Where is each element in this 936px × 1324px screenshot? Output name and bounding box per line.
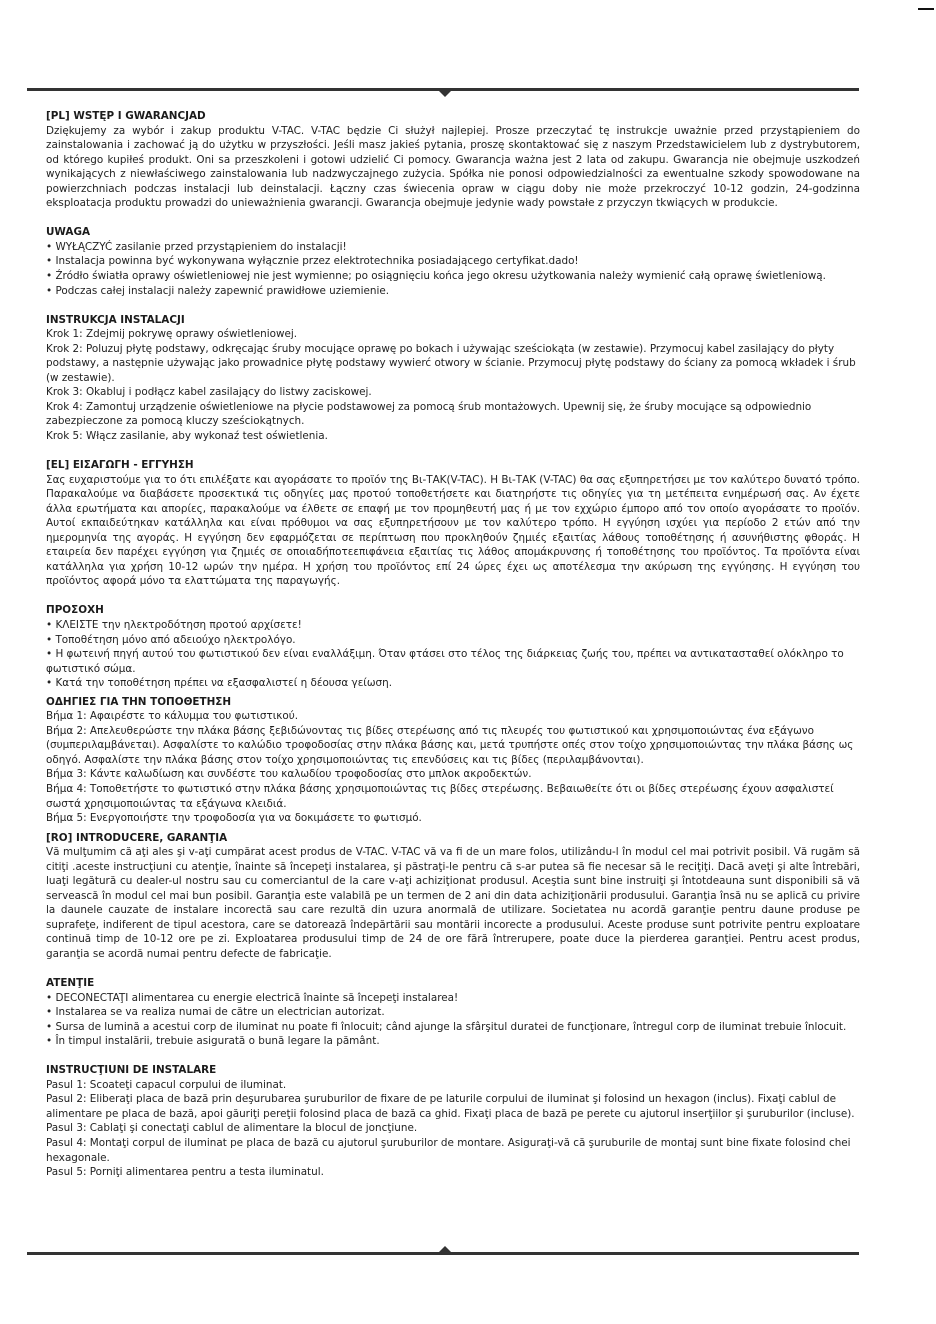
section-ro-installation — [46, 1063, 860, 1179]
section-heading: ATENŢIE — [46, 977, 95, 990]
list-item: • DECONECTAŢI alimentarea cu energie electrică înainte să începeţi instalarea! — [46, 991, 860, 1006]
list-item: • ΚΛΕΙΣΤΕ την ηλεκτροδότηση προτού αρχίσετε! — [46, 618, 860, 633]
step-item: Βήμα 3: Κάντε καλωδίωση και συνδέστε του καλωδίου τροφοδοσίας στο μπλοκ ακροδεκτών. — [46, 768, 532, 781]
list-item: • WYŁĄCZYĆ zasilanie przed przystąpieniem do instalacji! — [46, 240, 860, 255]
section-heading: [PL] WSTĘP I GWARANCJAD — [46, 110, 206, 122]
bottom-divider-notch — [439, 1246, 451, 1252]
section-el-installation — [46, 695, 860, 826]
list-item: • Instalacja powinna być wykonywana wyłącznie przez elektrotechnika posiadającego certyfikat.dado! — [46, 254, 860, 269]
step-item: Krok 4: Zamontuj urządzenie oświetleniowe na płycie podstawowej za pomocą śrub montażowych. Upewnij się, że śruby mocujące są odpowiednio zabezpieczone za pomocą kluczy sześciokątnych. — [46, 400, 812, 428]
step-item: Pasul 3: Cablaţi şi conectaţi cablul de alimentare la blocul de joncţiune. — [46, 1122, 418, 1135]
section-body: Σας ευχαριστούμε για το ότι επιλέξατε και αγοράσατε το προϊόν της Βι-ΤΑΚ(V-TAC). Η Βι-ΤΑΚ (V-TAC) θα σας εξυπηρετήσει με τον καλύτερο δυνατό τρόπο. Παρακαλούμε να διαβάσετε προσεκτικά τις οδηγίες μας προτού τοποθετήσετε και διατηρήστε τις οδηγίες για τη μετέπειτα ενημέρωσή σας. Αν έχετε άλλα ερωτήματα και απορίες, παρακαλούμε να έλθετε σε επαφή με τον προμηθευτή μας ή με τον εχχώριο έμπορο από τον οποίο αγοράσατε το προϊόν. Αυτοί εκπαιδεύτηκαν κατάλληλα και είναι πρόθυμοι να σας εξυπηρετήσουν με τον καλύτερο τρόπο. Η εγγύηση ισχύει για περίοδο 2 ετών από την ημερομηνία της αγοράς. Η εγγύηση δεν εφαρμόζεται σε περίπτωση που προκληθούν ζημιές εξαιτίας λάθους τοποθέτησης ή ασυνήθιστης φθοράς. Η εταιρεία δεν παρέχει εγγύηση για ζημιές σε οποιαδήποτεεπιφάνεια εξαιτίας τις λάθος απομάκρυνσης ή τοποθέτησης του προϊόντος. Τα προϊόντα είναι κατάλληλα για χρήση 10-12 ωρών την ημέρα. Η χρήση του προϊόντος επί 24 ώρες έχει ως αποτέλεσμα την ακύρωση της εγγύησης. Η εγγύηση του προϊόντος αφορά μόνο τα ελαττώματα της παραγωγής. — [46, 473, 860, 588]
section-heading: UWAGA — [46, 226, 91, 239]
section-heading: INSTRUCŢIUNI DE INSTALARE — [46, 1064, 217, 1077]
section-ro-intro — [46, 831, 860, 962]
section-pl-installation — [46, 313, 860, 444]
steps-list — [46, 709, 860, 825]
step-item: Krok 5: Włącz zasilanie, aby wykonaź test oświetlenia. — [46, 429, 328, 442]
step-item: Pasul 2: Eliberaţi placa de bază prin deşurubarea şuruburilor de fixare de pe laturile corpului de iluminat şi folosind un hexagon (inclus). Fixaţi cablul de alimentare pe placa de bază, apoi găuriţi pereţii folosind placa de bază ca ghid. Fixaţi placa de bază pe perete cu ajutorul inserţiilor şi şuruburilor (incluse). — [46, 1093, 855, 1120]
step-item: Krok 1: Zdejmij pokrywę oprawy oświetleniowej. — [46, 328, 298, 341]
list-item: • Instalarea se va realiza numai de către un electrician autorizat. — [46, 1005, 860, 1020]
steps-list — [46, 327, 860, 443]
section-heading: INSTRUKCJA INSTALACJI — [46, 313, 185, 326]
list-item: • Źródło światła oprawy oświetleniowej nie jest wymienne; po osiągnięciu końca jego okresu użytkowania należy wymienić całą oprawę świetleniową. — [46, 269, 860, 284]
steps-list — [46, 1078, 860, 1180]
section-pl-warning — [46, 225, 860, 298]
section-heading: [EL] ΕΙΣΑΓΩΓΗ - ΕΓΓΥΗΣΗ — [46, 458, 194, 471]
step-item: Pasul 5: Porniţi alimentarea pentru a testa iluminatul. — [46, 1166, 324, 1179]
top-divider — [27, 88, 859, 91]
section-el-intro — [46, 458, 860, 589]
step-item: Krok 2: Poluzuj płytę podstawy, odkręcając śruby mocujące oprawę po bokach i używając sześciokąta (w zestawie). Przymocuj kabel zasilający do płyty podstawy, a następnie używając jako prowadnice płytę podstawy wywierć otwory w ścianie. Przymocuj płytę podstawy do ściany za pomocą wkładek i śrub (w zestawie). — [46, 342, 856, 384]
corner-mark — [918, 8, 934, 10]
warning-list — [46, 991, 860, 1049]
list-item: • Τοποθέτηση μόνο από αδειούχο ηλεκτρολόγο. — [46, 633, 860, 648]
step-item: Βήμα 4: Τοποθετήστε το φωτιστικό στην πλάκα βάσης χρησιμοποιώντας τις βίδες στερέωσης. Βεβαιωθείτε ότι οι βίδες στερέωσης έχουν ασφαλιστεί σωστά χρησιμοποιώντας τα εξάγωνα κλειδιά. — [46, 782, 834, 810]
bottom-divider — [27, 1252, 859, 1255]
warning-list — [46, 240, 860, 298]
step-item: Pasul 1: Scoateţi capacul corpului de iluminat. — [46, 1078, 287, 1091]
manual-content — [46, 109, 860, 1180]
list-item: • În timpul instalării, trebuie asigurată o bună legare la pământ. — [46, 1034, 860, 1049]
step-item: Krok 3: Okabluj i podłącz kabel zasilający do listwy zaciskowej. — [46, 386, 372, 399]
step-item: Βήμα 1: Αφαιρέστε το κάλυμμα του φωτιστικού. — [46, 710, 299, 723]
step-item: Pasul 4: Montaţi corpul de iluminat pe placa de bază cu ajutorul şuruburilor de montare. Asiguraţi-vă că şuruburile de montaj sunt bine fixate folosind chei hexagonale. — [46, 1137, 851, 1164]
section-body: Vă mulţumim că aţi ales şi v-aţi cumpărat acest produs de V-TAC. V-TAC vă va fi de un mare folos, utilizându-l în modul cel mai potrivit posibil. Vă rugăm să citiţi .aceste instrucţiuni cu atenţie, înainte să începeţi instalarea, şi păstraţi-le pentru că s-ar putea să fie necesar să le reciţiţi. Dacă aveţi şi alte întrebări, luaţi legătură cu dealer-ul nostru sau cu comerciantul de la care v-aţi achiziţionat produsul. Aceştia sunt bine instruiţi şi întotdeauna sunt disponibili să vă servească în modul cel mai bun posibil. Garanţia este valabilă pe un termen de 2 ani din data achiziţionării produsului. Garanţia însă nu se aplică cu privire la daunele cauzate de instalare incorectă sau care rezultă din uzura anormală de utilizare. Societatea nu acordă garanţie pentru daune produse pe suprafeţe, indiferent de tipul acestora, care se datorează îndepărtării sau montării incorecte a produsului. Aceste produse sunt potrivite pentru exploatare continuă timp de 10-12 ore pe zi. Exploatarea produsului timp de 24 de ore fără întrerupere, poate duce la pierderea garanţiei. Pentru acest produs, garanţia se acordă numai pentru defecte de fabricaţie. — [46, 846, 860, 960]
section-heading: ΟΔΗΓΙΕΣ ΓΙΑ ΤΗΝ ΤΟΠΟΘΕΤΗΣΗ — [46, 695, 232, 708]
section-pl-intro — [46, 109, 860, 211]
list-item: • Κατά την τοποθέτηση πρέπει να εξασφαλιστεί η δέουσα γείωση. — [46, 676, 860, 691]
list-item: • Podczas całej instalacji należy zapewnić prawidłowe uziemienie. — [46, 284, 860, 299]
step-item: Βήμα 5: Ενεργοποιήστε την τροφοδοσία για να δοκιμάσετε το φωτισμό. — [46, 812, 422, 825]
list-item: • Sursa de lumină a acestui corp de iluminat nu poate fi înlocuit; când ajunge la sfârşitul duratei de funcţionare, întregul corp de iluminat trebuie înlocuit. — [46, 1020, 860, 1035]
top-divider-notch — [439, 91, 451, 97]
section-body: Dziękujemy za wybór i zakup produktu V-TAC. V-TAC będzie Ci służył najlepiej. Prosze przeczytać tę instrukcje uważnie przed przystąpieniem do zainstalowania i zachować ją do użytku w przyszłości. Jeśli masz jakieś pytania, proszę skontaktować się z naszym Przedstawicielem lub z dystrybutorem, od którego kupiłeś produkt. Oni sa przeszkoleni i gotowi udzielić Ci pomocy. Gwarancja ważna jest 2 lata od zakupu. Gwarancja nie obejmuje uszkodzeń wynikających z niewłaściwego zainstalowania lub nadzwyczajnego zużycia. Spółka nie ponosi odpowiedzialności za ewentualne szkody spowodowane na powierzchniach podczas instalacji lub deinstalacji. Łączny czas świecenia opraw w ciągu doby nie może przekroczyć 10-12 godzin, 24-godzinna eksploatacja produktu prowadzi do unieważnienia gwarancji. Gwarancja obejmuje jedynie wady powstałe z przyczyn tkwiących w produkcie. — [46, 124, 860, 210]
section-el-warning — [46, 603, 860, 690]
section-ro-warning — [46, 976, 860, 1049]
warning-list — [46, 618, 860, 691]
section-heading: [RO] INTRODUCERE, GARANŢIA — [46, 831, 228, 844]
list-item: • Η φωτεινή πηγή αυτού του φωτιστικού δεν είναι εναλλάξιμη. Όταν φτάσει στο τέλος της διάρκειας ζωής του, πρέπει να αντικατασταθεί ολόκληρο το φωτιστικό σώμα. — [46, 647, 860, 676]
section-heading: ΠΡΟΣΟΧΗ — [46, 604, 104, 617]
step-item: Βήμα 2: Απελευθερώστε την πλάκα βάσης ξεβιδώνοντας τις βίδες στερέωσης από τις πλευρές του φωτιστικού και χρησιμοποιώντας ένα εξάγωνο (συμπεριλαμβάνεται). Ασφαλίστε το καλώδιο τροφοδοσίας στην πλάκα βάσης και, μετά τρυπήστε οπές στον τοίχο χρησιμοποιώντας την πλάκα βάσης ως οδηγό. Ασφαλίστε την πλάκα βάσης στον τοίχο χρησιμοποιώντας τις επενδύσεις και τις βίδες (περιλαμβάνονται). — [46, 724, 854, 766]
